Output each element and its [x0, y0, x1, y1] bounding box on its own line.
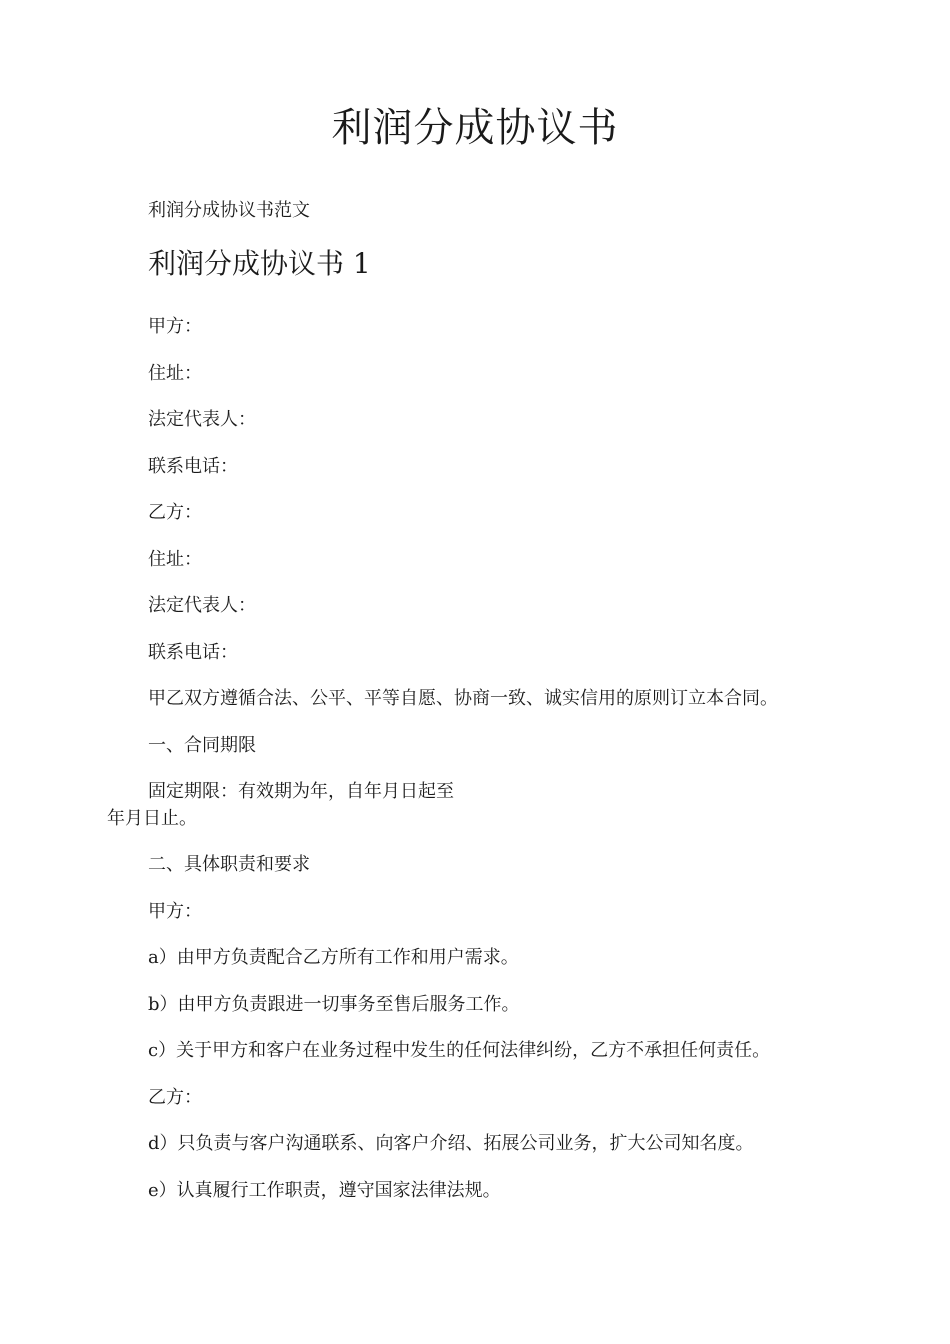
- party-b-address: 住址：: [148, 549, 202, 570]
- duty-item-d: d）只负责与客户沟通联系、向客户介绍、拓展公司业务，扩大公司知名度。: [148, 1133, 754, 1154]
- duties-party-a-label: 甲方：: [148, 901, 202, 922]
- party-b-phone: 联系电话：: [148, 642, 238, 663]
- party-a-legal-representative: 法定代表人：: [148, 409, 256, 430]
- party-b-legal-representative: 法定代表人：: [148, 595, 256, 616]
- principles-paragraph: 甲乙双方遵循合法、公平、平等自愿、协商一致、诚实信用的原则订立本合同。: [148, 688, 778, 709]
- party-b-label: 乙方：: [148, 502, 202, 523]
- heading-duties: 二、具体职责和要求: [148, 854, 310, 875]
- duty-item-c: c）关于甲方和客户在业务过程中发生的任何法律纠纷，乙方不承担任何责任。: [148, 1040, 771, 1061]
- heading-contract-term: 一、合同期限: [148, 735, 256, 756]
- party-a-phone: 联系电话：: [148, 456, 238, 477]
- duties-party-b-label: 乙方：: [148, 1087, 202, 1108]
- section-title: 利润分成协议书 1: [148, 247, 371, 280]
- duty-item-a: a）由甲方负责配合乙方所有工作和用户需求。: [148, 947, 519, 968]
- duty-item-b: b）由甲方负责跟进一切事务至售后服务工作。: [148, 994, 520, 1015]
- document-title: 利润分成协议书: [331, 105, 619, 151]
- duty-item-e: e）认真履行工作职责，遵守国家法律法规。: [148, 1180, 501, 1201]
- document-subtitle: 利润分成协议书范文: [148, 200, 310, 221]
- party-a-address: 住址：: [148, 363, 202, 384]
- fixed-term-paragraph-continued: 年月日止。: [107, 808, 197, 829]
- fixed-term-paragraph: 固定期限：有效期为年，自年月日起至: [148, 781, 454, 802]
- party-a-label: 甲方：: [148, 316, 202, 337]
